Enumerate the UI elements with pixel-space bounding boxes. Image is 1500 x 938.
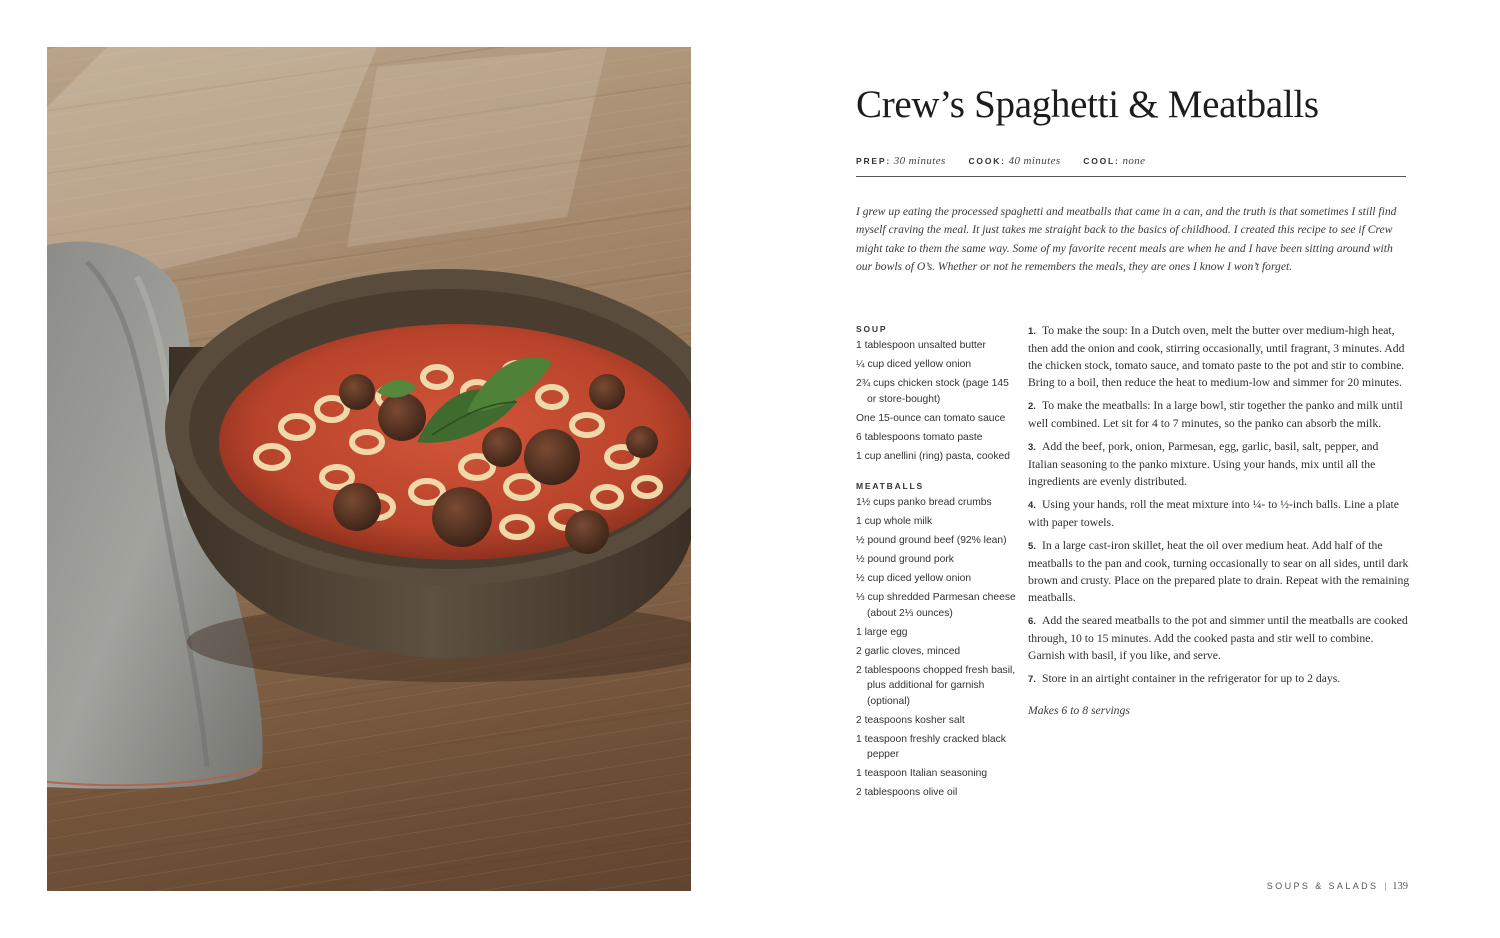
cook-time <box>968 155 1060 167</box>
cool-label: COOL: <box>1083 156 1120 166</box>
page-footer <box>1267 881 1408 892</box>
recipe-title: Crew’s Spaghetti & Meatballs <box>856 83 1319 126</box>
ingredient-item: ½ pound ground pork <box>856 554 954 565</box>
cook-value: 40 minutes <box>1008 155 1061 167</box>
ingredient-item: ¼ cup diced yellow onion <box>856 359 972 370</box>
steps-list <box>1028 322 1410 688</box>
step-number: 7. <box>1028 674 1036 685</box>
step-number: 2. <box>1028 401 1036 412</box>
ingredient-item: 2 teaspoons kosher salt <box>856 714 965 726</box>
ingredient-item: 1 teaspoon Italian seasoning <box>856 768 988 779</box>
recipe-yield: Makes 6 to 8 servings <box>1028 704 1130 717</box>
page-number: 139 <box>1392 881 1408 892</box>
step-text: Add the seared meatballs to the pot and simmer until the meatballs are cooked through, 10 to 15 minutes. Add the cooked pasta and stir well to combine. Garnish with basil, if you like, and serve. <box>1028 614 1408 662</box>
step-item <box>1028 322 1410 391</box>
cook-label: COOK: <box>968 156 1006 166</box>
step-number: 4. <box>1028 500 1036 511</box>
prep-label: PREP: <box>856 156 891 166</box>
ingredients-column <box>856 324 1016 804</box>
step-number: 6. <box>1028 616 1036 627</box>
ingredient-item: 1 large egg <box>856 626 908 638</box>
recipe-photo <box>47 47 691 891</box>
ingredient-item: ⅓ cup shredded Parmesan cheese (about 2⅓ ounces) <box>856 592 1016 619</box>
prep-time <box>856 155 946 167</box>
meatball-ingredients <box>856 495 1016 801</box>
step-item <box>1028 496 1410 531</box>
step-number: 5. <box>1028 541 1036 552</box>
recipe-intro: I grew up eating the processed spaghetti and meatballs that came in a can, and the truth is that sometimes I still find myself craving the meal. It just takes me straight back to the basics of childhood. I created this recipe to see if Crew might take to them the same way. Some of my favorite recent meals are when he and I have been sitting around with our bowls of O’s. Whether or not he remembers the meals, they are ones I know I won’t forget. <box>856 205 1397 273</box>
ingredient-item: 1 cup anellini (ring) pasta, cooked <box>856 450 1010 462</box>
prep-value: 30 minutes <box>893 155 946 167</box>
ingredient-item: ½ cup diced yellow onion <box>856 573 972 584</box>
ingredient-item: 1 teaspoon freshly cracked black pepper <box>856 733 1006 760</box>
step-item <box>1028 397 1410 432</box>
step-text: In a large cast-iron skillet, heat the oil over medium heat. Add half of the meatballs to the pan and cook, turning occasionally to sear on all sides, until dark brown and crusty. Place on the prepared plate to drain. Repeat with the remaining meatballs. <box>1028 539 1410 604</box>
cool-time <box>1083 155 1145 167</box>
ingredient-item: 2 garlic cloves, minced <box>856 645 961 657</box>
ingredient-item: 2¾ cups chicken stock (page 145 or store-bought) <box>856 378 1009 405</box>
step-text: Store in an airtight container in the refrigerator for up to 2 days. <box>1041 672 1341 685</box>
step-item <box>1028 438 1410 490</box>
ingredient-item: 1 tablespoon unsalted butter <box>856 340 986 351</box>
step-number: 1. <box>1028 326 1036 337</box>
step-text: To make the meatballs: In a large bowl, stir together the panko and milk until well combined. Let sit for 4 to 7 minutes, so the panko can absorb the milk. <box>1028 399 1403 430</box>
ingredient-item: 1 cup whole milk <box>856 516 933 527</box>
timing-divider <box>856 176 1406 177</box>
soup-bowl-illustration <box>47 47 691 891</box>
soup-heading: SOUP <box>856 324 888 334</box>
ingredient-item: 1½ cups panko bread crumbs <box>856 497 992 508</box>
step-text: Using your hands, roll the meat mixture into ¼- to ½-inch balls. Line a plate with paper towels. <box>1028 498 1399 529</box>
step-number: 3. <box>1028 442 1036 453</box>
recipe-timing <box>856 155 1406 167</box>
step-text: Add the beef, pork, onion, Parmesan, egg, garlic, basil, salt, pepper, and Italian seasoning to the panko mixture. Using your hands, mix until all the ingredients are evenly distributed. <box>1028 440 1379 488</box>
ingredient-item: 2 tablespoons chopped fresh basil, plus additional for garnish (optional) <box>856 664 1016 707</box>
instructions-column <box>1028 322 1410 719</box>
ingredient-item: One 15-ounce can tomato sauce <box>856 412 1006 424</box>
meatballs-heading: MEATBALLS <box>856 481 924 491</box>
step-item <box>1028 537 1410 606</box>
cool-value: none <box>1122 155 1146 167</box>
step-item <box>1028 612 1410 664</box>
footer-separator: | <box>1384 881 1387 891</box>
soup-ingredients <box>856 338 1016 464</box>
section-name: SOUPS & SALADS <box>1266 881 1379 891</box>
ingredient-item: 6 tablespoons tomato paste <box>856 431 983 443</box>
ingredient-item: ½ pound ground beef (92% lean) <box>856 535 1007 546</box>
step-item <box>1028 670 1410 688</box>
step-text: To make the soup: In a Dutch oven, melt the butter over medium-high heat, then add the onion and cook, stirring occasionally, until fragrant, 3 minutes. Add the chicken stock, tomato sauce, and tomato paste to the pot and stir to combine. Bring to a boil, then reduce the heat to medium-low and simmer for 20 minutes. <box>1028 324 1405 389</box>
ingredient-item: 2 tablespoons olive oil <box>856 787 958 798</box>
